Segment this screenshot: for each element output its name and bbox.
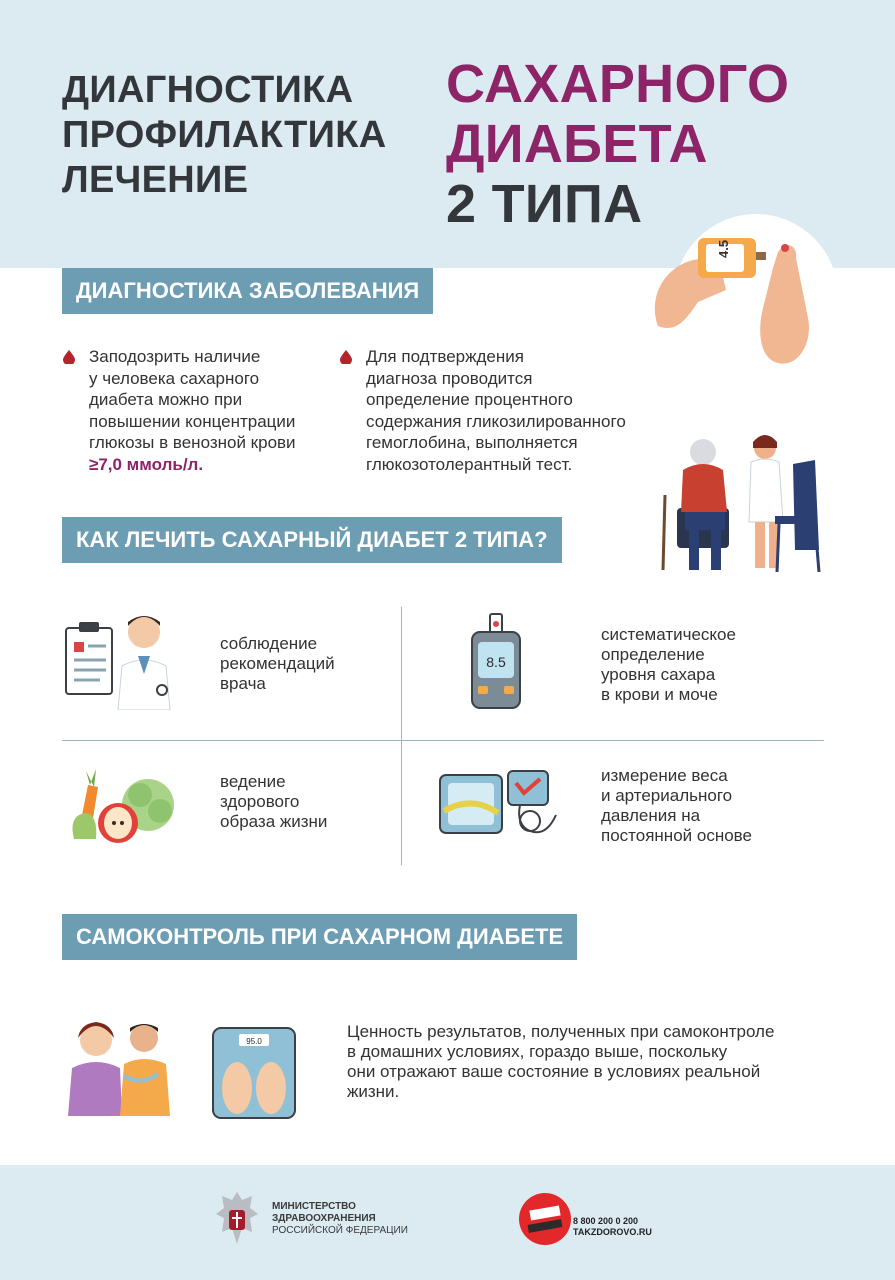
text-line: диагноза проводится xyxy=(366,368,533,388)
hotline-info xyxy=(573,1216,652,1238)
doctor-patient-illustration xyxy=(655,430,830,578)
text-line: постоянной основе xyxy=(601,826,752,845)
text-line: в крови и моче xyxy=(601,685,718,704)
section-title-treatment: КАК ЛЕЧИТЬ САХАРНЫЙ ДИАБЕТ 2 ТИПА? xyxy=(62,517,562,563)
text-line: и артериального xyxy=(601,786,733,805)
doctor-clipboard-icon xyxy=(62,610,182,710)
text-line: Для подтверждения xyxy=(366,347,524,366)
glucometer-reading: 8.5 xyxy=(486,654,506,670)
text-line: диабета можно при xyxy=(89,390,243,409)
treatment-item-doctor xyxy=(220,634,335,694)
scale-reading: 95.0 xyxy=(246,1037,262,1046)
text-line: гемоглобина, выполняется xyxy=(366,433,578,452)
text-line: определение процентного xyxy=(366,390,573,409)
blood-drop-icon xyxy=(63,350,75,364)
text-line: содержания гликозилированного xyxy=(366,411,626,431)
footer-background xyxy=(0,1165,895,1280)
text-line: давления на xyxy=(601,806,701,825)
section-title-diagnostics: ДИАГНОСТИКА ЗАБОЛЕВАНИЯ xyxy=(62,268,433,314)
text-line: ведение xyxy=(220,772,286,791)
text-line: Заподозрить наличие xyxy=(89,347,261,366)
scale-tonometer-icon xyxy=(436,765,566,839)
text-line: образа жизни xyxy=(220,812,328,831)
header-right-line: 2 ТИПА xyxy=(446,174,643,234)
text-line: определение xyxy=(601,645,705,664)
treatment-item-weight-pressure xyxy=(601,766,752,846)
header-left-line: ДИАГНОСТИКА xyxy=(62,69,354,111)
header-left-line: ПРОФИЛАКТИКА xyxy=(62,114,387,156)
header-left-title xyxy=(62,68,386,203)
text-line: в домашних условиях, гораздо выше, поскольку xyxy=(347,1042,728,1061)
glucometer-icon xyxy=(468,612,524,712)
hands-glucometer-illustration xyxy=(638,198,838,376)
text-line: систематическое xyxy=(601,625,736,644)
text-line: они отражают ваше состояние в условиях реальной xyxy=(347,1062,761,1081)
hotline-site: TAKZDOROVO.RU xyxy=(573,1227,652,1237)
text-line: рекомендаций xyxy=(220,654,335,673)
ministry-emblem-logo xyxy=(212,1188,262,1250)
header-left-line: ЛЕЧЕНИЕ xyxy=(62,159,249,201)
meter-reading: 4.5 xyxy=(716,239,731,258)
text-line: здорового xyxy=(220,792,300,811)
text-line: измерение веса xyxy=(601,766,728,785)
text-line: уровня сахара xyxy=(601,665,716,684)
blood-drop-icon xyxy=(340,350,352,364)
grid-divider-vertical xyxy=(401,607,402,865)
text-line: глюкозотолерантный тест. xyxy=(366,454,573,474)
text-line: повышении концентрации xyxy=(89,411,296,431)
header-right-line: ДИАБЕТА xyxy=(446,114,708,174)
glucose-threshold: ≥7,0 ммоль/л. xyxy=(89,454,204,474)
treatment-item-lifestyle xyxy=(220,772,327,832)
self-control-text xyxy=(347,1022,827,1102)
text-line: жизни. xyxy=(347,1082,400,1101)
couple-illustration xyxy=(62,1016,174,1116)
text-line: ЗДРАВООХРАНЕНИЯ xyxy=(272,1213,376,1224)
treatment-item-glucose-control xyxy=(601,625,736,705)
grid-divider-horizontal xyxy=(62,740,824,741)
ministry-name xyxy=(272,1201,408,1237)
diagnostics-bullet-1 xyxy=(89,346,329,475)
takzdorovo-logo xyxy=(518,1192,572,1246)
text-line: соблюдение xyxy=(220,634,318,653)
text-line: глюкозы в венозной крови xyxy=(89,433,296,452)
text-line: врача xyxy=(220,674,266,693)
text-line: РОССИЙСКОЙ ФЕДЕРАЦИИ xyxy=(272,1225,408,1236)
vegetables-icon xyxy=(68,765,178,847)
text-line: у человека сахарного xyxy=(89,368,260,388)
hotline-phone: 8 800 200 0 200 xyxy=(573,1216,639,1226)
diagnostics-bullet-2 xyxy=(366,346,656,475)
text-line: Ценность результатов, полученных при самоконтроле xyxy=(347,1022,775,1041)
text-line: МИНИСТЕРСТВО xyxy=(272,1201,356,1212)
header-right-line: САХАРНОГО xyxy=(446,54,790,114)
bathroom-scale-illustration xyxy=(211,1026,297,1120)
section-title-self-control: САМОКОНТРОЛЬ ПРИ САХАРНОМ ДИАБЕТЕ xyxy=(62,914,577,960)
